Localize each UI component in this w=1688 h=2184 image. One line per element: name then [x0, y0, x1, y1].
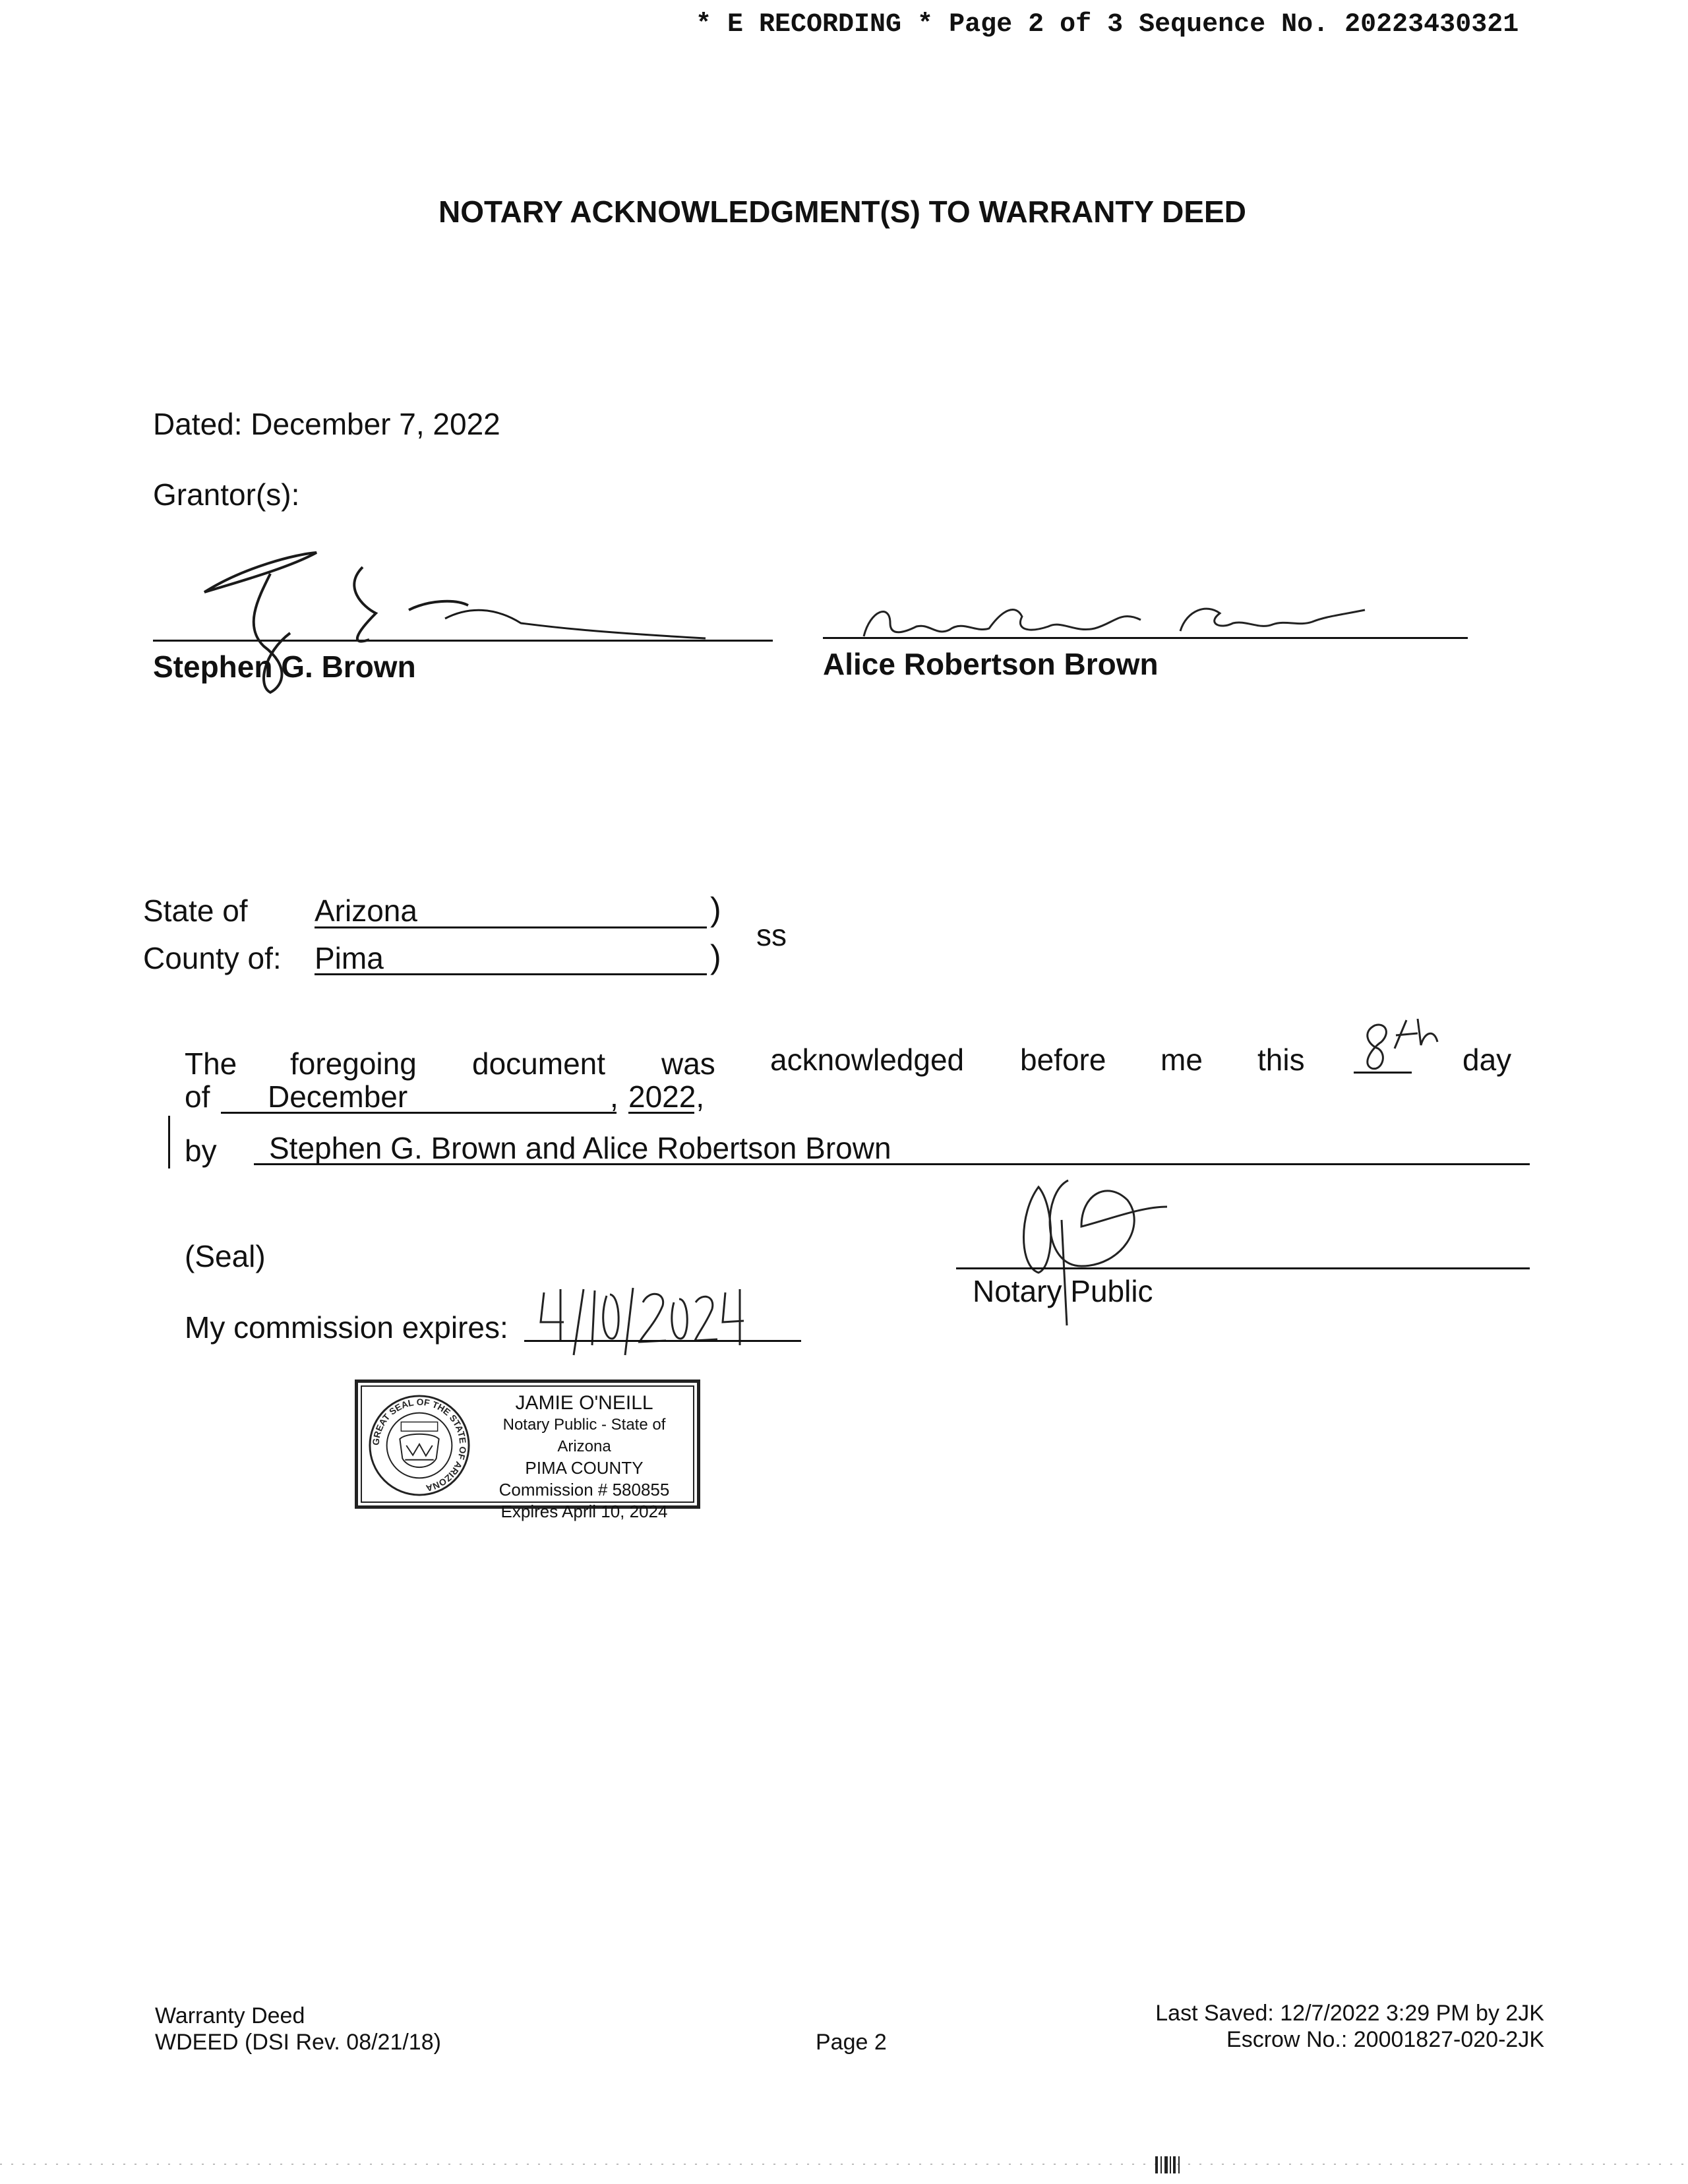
stamp-commission-number: Commission # 580855 [498, 1480, 670, 1500]
notary-label: Notary Public [973, 1274, 1153, 1308]
county-value: Pima [315, 941, 384, 975]
stamp-county: PIMA COUNTY [525, 1458, 644, 1478]
stamp-notary-name: JAMIE O'NEILL [515, 1392, 653, 1414]
ack-month: December [268, 1079, 408, 1114]
ack-word-document: document [472, 1046, 606, 1081]
ack-year: 2022, [628, 1079, 705, 1114]
ack-word-this: this [1257, 1043, 1305, 1077]
scan-edge-noise [0, 2155, 1688, 2175]
ack-word-day: day [1462, 1043, 1512, 1077]
year-underline [628, 1112, 694, 1114]
notary-signature-line [956, 1267, 1530, 1269]
county-paren: ) [710, 938, 721, 975]
document-title: NOTARY ACKNOWLEDGMENT(S) TO WARRANTY DEED [438, 195, 1246, 229]
footer-doc-name: Warranty Deed [155, 2003, 305, 2028]
grantor-1-name: Stephen G. Brown [153, 650, 416, 684]
footer-last-saved: Last Saved: 12/7/2022 3:29 PM by 2JK [1155, 2001, 1544, 2026]
ack-word-acknowledged: acknowledged [770, 1043, 965, 1077]
state-label: State of [143, 894, 248, 928]
stamp-notary-title: Notary Public - State of Arizona [502, 1416, 666, 1455]
grantor-2-signature [851, 597, 1378, 650]
commission-label: My commission expires: [185, 1310, 508, 1345]
seal-ring-text: GREAT SEAL OF THE STATE OF ARIZONA [370, 1396, 469, 1494]
state-seal-icon [367, 1393, 471, 1498]
seal-label: (Seal) [185, 1239, 266, 1273]
day-handwritten [1355, 1012, 1447, 1078]
ack-word-by: by [185, 1134, 217, 1168]
ss-label: ss [756, 918, 787, 952]
notary-stamp [355, 1380, 700, 1521]
ack-by-value: Stephen G. Brown and Alice Robertson Brown [269, 1131, 891, 1165]
ack-word-before: before [1020, 1043, 1106, 1077]
grantor-2-name: Alice Robertson Brown [823, 647, 1159, 681]
stamp-expires: Expires April 10, 2024 [500, 1502, 668, 1521]
ack-comma: , [610, 1079, 618, 1114]
dated-line: Dated: December 7, 2022 [153, 407, 500, 441]
ack-word-foregoing: foregoing [290, 1046, 417, 1081]
ack-word-the: The [185, 1046, 237, 1081]
recording-header: * E RECORDING * Page 2 of 3 Sequence No. 20223430321 [696, 10, 1519, 40]
county-label: County of: [143, 941, 282, 975]
commission-date-handwritten [534, 1283, 745, 1362]
state-paren: ) [710, 891, 721, 928]
commission-underline [524, 1340, 801, 1342]
footer-form-rev: WDEED (DSI Rev. 08/21/18) [155, 2030, 441, 2055]
county-underline [315, 973, 707, 975]
margin-tick [168, 1116, 170, 1168]
grantors-label: Grantor(s): [153, 477, 300, 512]
state-value: Arizona [315, 894, 417, 928]
footer-page-number: Page 2 [816, 2030, 887, 2055]
ack-word-me: me [1160, 1043, 1203, 1077]
footer-escrow-number: Escrow No.: 20001827-020-2JK [1226, 2027, 1544, 2052]
state-underline [315, 926, 707, 928]
ack-word-was: was [661, 1046, 715, 1081]
ack-word-of: of [185, 1079, 210, 1114]
by-underline [254, 1163, 1530, 1165]
